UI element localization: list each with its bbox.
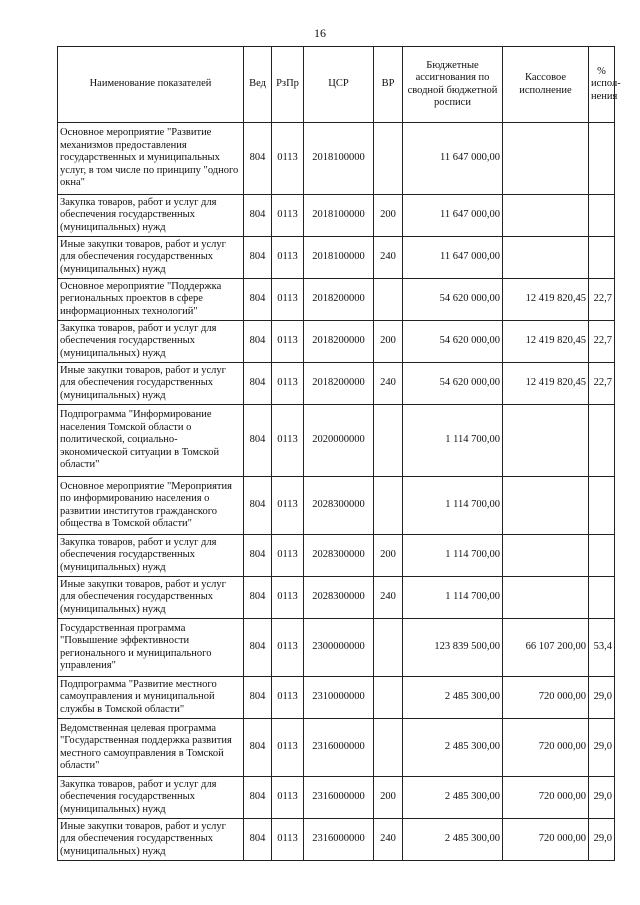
row-ved-cell: 804 — [244, 123, 272, 195]
row-rzpr-cell: 0113 — [272, 279, 304, 321]
row-ved-cell: 804 — [244, 577, 272, 619]
row-name-cell: Иные закупки товаров, работ и услуг для обеспечения государственных (муниципальных) нужд — [58, 819, 244, 861]
row-ved-cell: 804 — [244, 237, 272, 279]
row-cash-cell: 12 419 820,45 — [503, 279, 589, 321]
row-rzpr-cell: 0113 — [272, 195, 304, 237]
row-ved-cell: 804 — [244, 195, 272, 237]
row-vr-cell: 240 — [374, 363, 403, 405]
row-name-cell: Закупка товаров, работ и услуг для обеспечения государственных (муниципальных) нужд — [58, 535, 244, 577]
table-row — [58, 123, 615, 195]
row-pct-cell — [589, 577, 615, 619]
row-name-cell: Основное мероприятие "Развитие механизмов предоставления государственных и муниципальных услуг, в том числе по принципу "одного окна" — [58, 123, 244, 195]
row-pct-cell — [589, 237, 615, 279]
table-row — [58, 677, 615, 719]
row-rzpr-cell: 0113 — [272, 619, 304, 677]
row-vr-cell: 240 — [374, 577, 403, 619]
row-name-cell: Подпрограмма "Развитие местного самоуправления и муниципальной службы в Томской области" — [58, 677, 244, 719]
row-csr-cell: 2018200000 — [304, 279, 374, 321]
table-row — [58, 719, 615, 777]
row-vr-cell: 200 — [374, 777, 403, 819]
row-budget-cell: 1 114 700,00 — [403, 577, 503, 619]
row-cash-cell — [503, 577, 589, 619]
row-name-cell: Иные закупки товаров, работ и услуг для обеспечения государственных (муниципальных) нужд — [58, 577, 244, 619]
row-budget-cell: 2 485 300,00 — [403, 819, 503, 861]
row-csr-cell: 2310000000 — [304, 677, 374, 719]
table-row — [58, 477, 615, 535]
row-rzpr-cell: 0113 — [272, 237, 304, 279]
table-row — [58, 619, 615, 677]
row-ved-cell: 804 — [244, 405, 272, 477]
row-vr-cell: 240 — [374, 819, 403, 861]
row-vr-cell — [374, 619, 403, 677]
table-header-row — [58, 47, 615, 123]
row-pct-cell — [589, 535, 615, 577]
row-cash-cell: 66 107 200,00 — [503, 619, 589, 677]
row-csr-cell: 2018100000 — [304, 237, 374, 279]
row-pct-cell: 29,0 — [589, 677, 615, 719]
row-rzpr-cell: 0113 — [272, 819, 304, 861]
row-name-cell: Основное мероприятие "Мероприятия по информированию населения о развитии институтов гражданского общества в Томской области" — [58, 477, 244, 535]
page-number: 16 — [314, 26, 326, 40]
row-budget-cell: 11 647 000,00 — [403, 123, 503, 195]
table-row — [58, 777, 615, 819]
row-ved-cell: 804 — [244, 619, 272, 677]
row-name-cell: Подпрограмма "Информирование населения Томской области о политической, социально-экономической ситуации в Томской области" — [58, 405, 244, 477]
row-rzpr-cell: 0113 — [272, 477, 304, 535]
row-csr-cell: 2028300000 — [304, 477, 374, 535]
row-csr-cell: 2018100000 — [304, 123, 374, 195]
row-pct-cell: 29,0 — [589, 819, 615, 861]
row-pct-cell: 29,0 — [589, 777, 615, 819]
row-cash-cell: 720 000,00 — [503, 719, 589, 777]
row-rzpr-cell: 0113 — [272, 777, 304, 819]
row-vr-cell — [374, 123, 403, 195]
row-pct-cell: 22,7 — [589, 321, 615, 363]
row-vr-cell — [374, 477, 403, 535]
row-name-cell: Иные закупки товаров, работ и услуг для обеспечения государственных (муниципальных) нужд — [58, 363, 244, 405]
row-name-cell: Закупка товаров, работ и услуг для обеспечения государственных (муниципальных) нужд — [58, 321, 244, 363]
row-vr-cell: 240 — [374, 237, 403, 279]
row-ved-cell: 804 — [244, 321, 272, 363]
row-csr-cell: 2316000000 — [304, 777, 374, 819]
row-rzpr-cell: 0113 — [272, 719, 304, 777]
row-vr-cell: 200 — [374, 195, 403, 237]
row-rzpr-cell: 0113 — [272, 363, 304, 405]
col-header-pct: % испол-нения — [589, 47, 615, 123]
row-budget-cell: 2 485 300,00 — [403, 677, 503, 719]
row-pct-cell: 29,0 — [589, 719, 615, 777]
row-rzpr-cell: 0113 — [272, 123, 304, 195]
table-row — [58, 195, 615, 237]
table-row — [58, 819, 615, 861]
row-rzpr-cell: 0113 — [272, 677, 304, 719]
row-cash-cell — [503, 405, 589, 477]
row-name-cell: Иные закупки товаров, работ и услуг для обеспечения государственных (муниципальных) нужд — [58, 237, 244, 279]
col-header-budget: Бюджетные ассигнования по сводной бюджетной росписи — [403, 47, 503, 123]
row-ved-cell: 804 — [244, 719, 272, 777]
table-row — [58, 535, 615, 577]
col-header-cash: Кассовое исполнение — [503, 47, 589, 123]
row-budget-cell: 2 485 300,00 — [403, 719, 503, 777]
row-ved-cell: 804 — [244, 535, 272, 577]
row-csr-cell: 2018200000 — [304, 321, 374, 363]
row-vr-cell — [374, 719, 403, 777]
row-budget-cell: 54 620 000,00 — [403, 321, 503, 363]
row-csr-cell: 2018200000 — [304, 363, 374, 405]
row-budget-cell: 11 647 000,00 — [403, 237, 503, 279]
row-csr-cell: 2316000000 — [304, 719, 374, 777]
row-cash-cell — [503, 123, 589, 195]
row-rzpr-cell: 0113 — [272, 321, 304, 363]
row-budget-cell: 54 620 000,00 — [403, 279, 503, 321]
row-rzpr-cell: 0113 — [272, 535, 304, 577]
row-csr-cell: 2028300000 — [304, 577, 374, 619]
row-ved-cell: 804 — [244, 363, 272, 405]
table-row — [58, 237, 615, 279]
table-row — [58, 405, 615, 477]
row-budget-cell: 54 620 000,00 — [403, 363, 503, 405]
table-row — [58, 577, 615, 619]
row-ved-cell: 804 — [244, 819, 272, 861]
row-rzpr-cell: 0113 — [272, 577, 304, 619]
table-body — [58, 123, 615, 861]
row-vr-cell: 200 — [374, 321, 403, 363]
row-cash-cell — [503, 237, 589, 279]
row-pct-cell — [589, 405, 615, 477]
col-header-name: Наименование показателей — [58, 47, 244, 123]
row-vr-cell: 200 — [374, 535, 403, 577]
row-budget-cell: 1 114 700,00 — [403, 535, 503, 577]
row-pct-cell — [589, 477, 615, 535]
row-pct-cell: 22,7 — [589, 363, 615, 405]
row-rzpr-cell: 0113 — [272, 405, 304, 477]
row-cash-cell: 720 000,00 — [503, 677, 589, 719]
row-name-cell: Основное мероприятие "Поддержка региональных проектов в сфере информационных технологий" — [58, 279, 244, 321]
col-header-vr: ВР — [374, 47, 403, 123]
row-pct-cell — [589, 123, 615, 195]
row-name-cell: Закупка товаров, работ и услуг для обеспечения государственных (муниципальных) нужд — [58, 195, 244, 237]
row-cash-cell — [503, 195, 589, 237]
row-csr-cell: 2316000000 — [304, 819, 374, 861]
row-ved-cell: 804 — [244, 279, 272, 321]
row-name-cell: Закупка товаров, работ и услуг для обеспечения государственных (муниципальных) нужд — [58, 777, 244, 819]
col-header-ved: Вед — [244, 47, 272, 123]
row-csr-cell: 2028300000 — [304, 535, 374, 577]
row-csr-cell: 2018100000 — [304, 195, 374, 237]
row-budget-cell: 123 839 500,00 — [403, 619, 503, 677]
row-vr-cell — [374, 405, 403, 477]
table-row — [58, 321, 615, 363]
row-budget-cell: 2 485 300,00 — [403, 777, 503, 819]
row-name-cell: Государственная программа "Повышение эффективности регионального и муниципального управления" — [58, 619, 244, 677]
table-row — [58, 279, 615, 321]
row-csr-cell: 2300000000 — [304, 619, 374, 677]
row-cash-cell: 12 419 820,45 — [503, 321, 589, 363]
row-budget-cell: 11 647 000,00 — [403, 195, 503, 237]
col-header-csr: ЦСР — [304, 47, 374, 123]
table-row — [58, 363, 615, 405]
row-budget-cell: 1 114 700,00 — [403, 477, 503, 535]
row-vr-cell — [374, 279, 403, 321]
row-pct-cell: 53,4 — [589, 619, 615, 677]
row-name-cell: Ведомственная целевая программа "Государственная поддержка развития местного самоуправления в Томской области" — [58, 719, 244, 777]
row-cash-cell — [503, 535, 589, 577]
row-pct-cell — [589, 195, 615, 237]
row-ved-cell: 804 — [244, 677, 272, 719]
budget-table — [57, 46, 621, 861]
row-cash-cell — [503, 477, 589, 535]
row-ved-cell: 804 — [244, 777, 272, 819]
row-csr-cell: 2020000000 — [304, 405, 374, 477]
row-cash-cell: 12 419 820,45 — [503, 363, 589, 405]
row-vr-cell — [374, 677, 403, 719]
row-budget-cell: 1 114 700,00 — [403, 405, 503, 477]
row-cash-cell: 720 000,00 — [503, 777, 589, 819]
row-cash-cell: 720 000,00 — [503, 819, 589, 861]
col-header-rzpr: РзПр — [272, 47, 304, 123]
row-ved-cell: 804 — [244, 477, 272, 535]
row-pct-cell: 22,7 — [589, 279, 615, 321]
